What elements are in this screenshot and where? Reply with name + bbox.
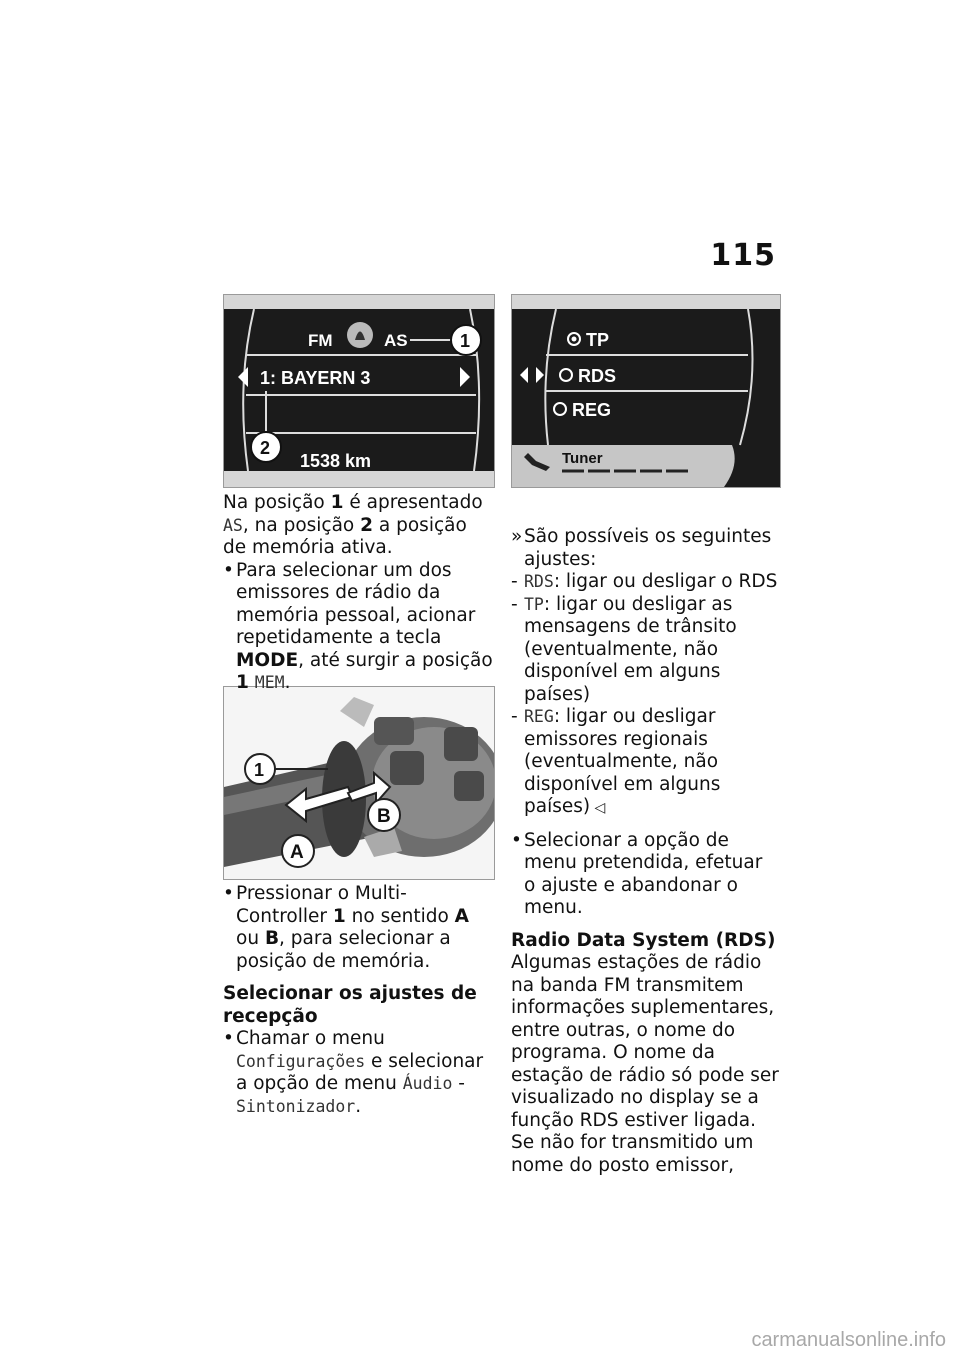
watermark: carmanualsonline.info bbox=[751, 1329, 946, 1351]
left-column-lower bbox=[223, 883, 495, 1118]
label-b: B bbox=[377, 806, 391, 827]
bullet-select-station: • Para selecionar um dos emissores de rádio da memória pessoal, acionar repetidamente a tecla MODE, até surgir a posição 1 MEM. bbox=[223, 559, 493, 693]
menu-label: Tuner bbox=[562, 450, 603, 467]
odometer-label: 1538 km bbox=[300, 451, 372, 471]
bullet-multi-controller: • Pressionar o Multi-Controller 1 no sentido A ou B, para selecionar a posição de memória. bbox=[223, 883, 469, 972]
heading-reception-settings: Selecionar os ajustes de recepção bbox=[223, 983, 477, 1027]
bullet-select-option: • Selecionar a opção de menu pretendida, efetuar o ajuste e abandonar o menu. bbox=[511, 829, 763, 918]
handlebar-figure bbox=[223, 686, 495, 880]
bullet-open-menu: • Chamar o menu Configurações e selecionar a opção de menu Áudio - Sintonizador. bbox=[223, 1028, 484, 1117]
tuner-menu-illustration bbox=[512, 295, 780, 487]
item-reg: - REG: ligar ou desligar emissores regionais (eventualmente, não disponível em alguns países) ◁ bbox=[511, 706, 721, 817]
right-column bbox=[511, 526, 779, 1177]
band-label: FM bbox=[308, 331, 333, 350]
radio-display-illustration bbox=[224, 295, 494, 487]
intro-settings: » São possíveis os seguintes ajustes: bbox=[511, 526, 772, 570]
paragraph-rds: Algumas estações de rádio na banda FM transmitem informações suplementares, entre outras, o nome do programa. O nome da estação de rádio só pode ser visualizado no display se a função RDS estiver ligada. Se não for transmitido um nome do posto emissor, bbox=[511, 952, 779, 1176]
heading-rds: Radio Data System (RDS) bbox=[511, 929, 776, 951]
label-a: A bbox=[290, 842, 304, 863]
paragraph-position-info: Na posição 1 é apresentado AS, na posição 2 a posição de memória ativa. bbox=[223, 492, 483, 558]
callout-1: 1 bbox=[460, 331, 471, 351]
station-label: 1: BAYERN 3 bbox=[260, 368, 371, 388]
item-tp: - TP: ligar ou desligar as mensagens de trânsito (eventualmente, não disponível em alguns países) bbox=[511, 593, 737, 705]
as-label: AS bbox=[384, 331, 408, 350]
option-tp: TP bbox=[586, 330, 610, 350]
left-column-upper bbox=[223, 492, 495, 695]
item-rds: - RDS: ligar ou desligar o RDS bbox=[511, 571, 778, 592]
option-rds: RDS bbox=[578, 366, 617, 386]
option-reg: REG bbox=[572, 400, 612, 420]
radio-display-figure bbox=[223, 294, 495, 488]
page-number: 115 bbox=[710, 238, 776, 273]
callout-2: 2 bbox=[260, 438, 271, 458]
handlebar-illustration bbox=[224, 687, 494, 879]
tuner-menu-figure bbox=[511, 294, 781, 488]
callout-1: 1 bbox=[254, 760, 265, 780]
